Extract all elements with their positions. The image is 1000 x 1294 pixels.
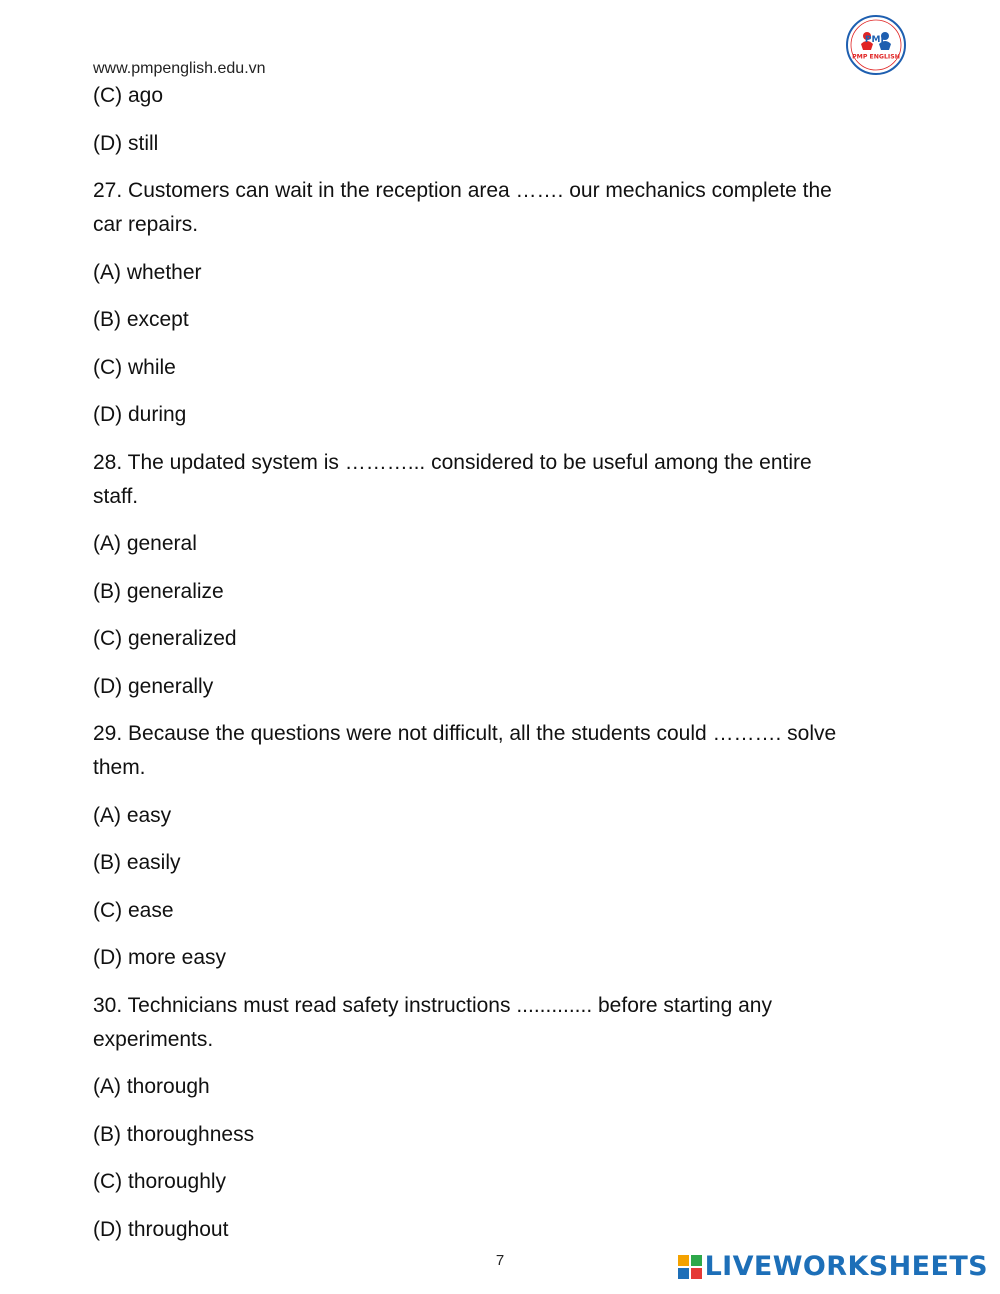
option-c: (C) generalized bbox=[93, 627, 237, 650]
option-c: (C) thoroughly bbox=[93, 1170, 227, 1193]
option-d: (D) more easy bbox=[93, 946, 227, 969]
option-d: (D) still bbox=[93, 131, 159, 155]
option-a: (A) whether bbox=[93, 260, 202, 284]
option-b: (B) easily bbox=[93, 851, 181, 874]
site-url: www.pmpenglish.edu.vn bbox=[93, 60, 266, 77]
liveworksheets-brand-text: LIVEWORKSHEETS bbox=[704, 1251, 988, 1282]
option-a: (A) easy bbox=[93, 803, 172, 827]
question-28-text-cont: staff. bbox=[93, 484, 139, 508]
option-a: (A) general bbox=[93, 532, 197, 555]
liveworksheets-brand[interactable] bbox=[678, 1252, 988, 1282]
option-d: (D) generally bbox=[93, 674, 214, 698]
question-29-text: 29. Because the questions were not difficult, all the students could ………. solve bbox=[93, 722, 837, 745]
option-d: (D) throughout bbox=[93, 1217, 229, 1241]
option-c: (C) while bbox=[93, 355, 176, 379]
question-30-text-cont: experiments. bbox=[93, 1027, 214, 1051]
question-27-text-cont: car repairs. bbox=[93, 213, 199, 236]
pmp-english-logo-icon bbox=[845, 14, 907, 76]
question-content bbox=[93, 79, 913, 1247]
option-a: (A) thorough bbox=[93, 1075, 210, 1098]
question-29-text-cont: them. bbox=[93, 756, 146, 779]
logo-text: PMP ENGLISH bbox=[852, 53, 900, 61]
liveworksheets-logo-icon bbox=[678, 1255, 702, 1279]
option-c: (C) ease bbox=[93, 898, 174, 922]
svg-text:PMP: PMP bbox=[864, 35, 888, 45]
option-d: (D) during bbox=[93, 403, 187, 426]
option-b: (B) thoroughness bbox=[93, 1122, 255, 1146]
option-b: (B) generalize bbox=[93, 579, 224, 603]
question-28-text: 28. The updated system is ………... considered to be useful among the entire bbox=[93, 450, 812, 474]
option-c: (C) ago bbox=[93, 84, 164, 107]
option-b: (B) except bbox=[93, 308, 189, 331]
question-27-text: 27. Customers can wait in the reception area ……. our mechanics complete the bbox=[93, 179, 832, 202]
page-number: 7 bbox=[495, 1252, 505, 1269]
question-30-text: 30. Technicians must read safety instructions ............. before starting any bbox=[93, 993, 772, 1017]
